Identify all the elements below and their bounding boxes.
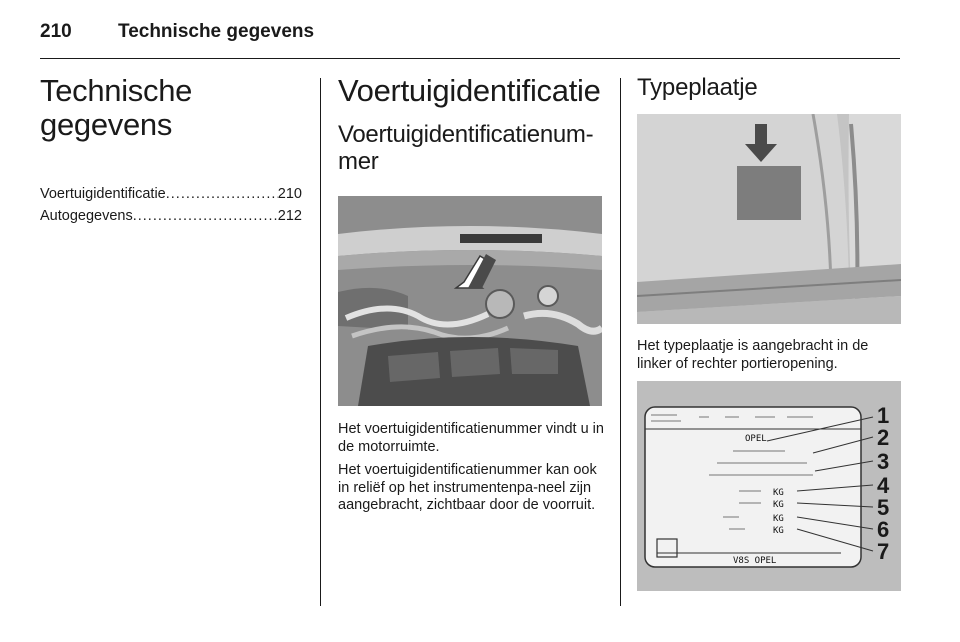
toc-entry-page: 212 (277, 208, 302, 224)
column-contents (40, 74, 302, 227)
paragraph: Het typeplaatje is aangebracht in de linker of rechter portieropening. (637, 338, 869, 372)
header-rule (40, 58, 900, 59)
type-plate-illustration (637, 381, 901, 591)
column-type-plate (637, 74, 903, 591)
toc-entry-label: Autogegevens (40, 208, 133, 224)
callout-5: 5 (877, 495, 890, 520)
callout-6: 6 (877, 517, 890, 542)
toc-entry-page: 210 (277, 186, 302, 202)
column-vehicle-identification (338, 74, 604, 521)
section-title: Typeplaatje (637, 74, 758, 101)
plate-brand: OPEL (745, 434, 767, 444)
subsection-title: Voertuigidentificatienum-mer (338, 121, 594, 175)
toc-entry-autogegevens[interactable] (40, 205, 302, 227)
toc-entry-voertuigidentificatie[interactable] (40, 183, 302, 205)
type-plate-text (637, 338, 903, 373)
callout-7: 7 (877, 539, 890, 564)
plate-unit: KG (773, 500, 784, 510)
toc-leader-dots (133, 205, 278, 227)
column-divider-right (620, 78, 621, 606)
callout-2: 2 (877, 425, 890, 450)
plate-unit: KG (773, 514, 784, 524)
paragraph: Het voertuigidentificatienummer kan ook in reliëf op het instrumentenpa-neel zijn aangebracht, zichtbaar door de voorruit. (338, 462, 597, 513)
plate-footer: V8S OPEL (733, 556, 777, 566)
callout-1: 1 (877, 403, 890, 428)
chapter-title: Technische gegevens (40, 73, 193, 142)
plate-unit: KG (773, 488, 784, 498)
vin-text (338, 421, 604, 515)
toc-leader-dots (166, 183, 278, 205)
engine-bay-illustration (338, 196, 602, 406)
toc-entry-label: Voertuigidentificatie (40, 186, 166, 202)
page-header (40, 18, 900, 58)
callout-4: 4 (877, 473, 890, 498)
paragraph: Het voertuigidentificatienummer vindt u in de motorruimte. (338, 421, 604, 455)
page-number: 210 (40, 21, 72, 42)
callout-3: 3 (877, 449, 890, 474)
section-title: Voertuigidentificatie (338, 73, 601, 108)
column-divider-left (320, 78, 321, 606)
table-of-contents (40, 183, 302, 227)
running-title: Technische gegevens (118, 21, 315, 42)
plate-unit: KG (773, 526, 784, 536)
door-opening-illustration (637, 114, 901, 324)
